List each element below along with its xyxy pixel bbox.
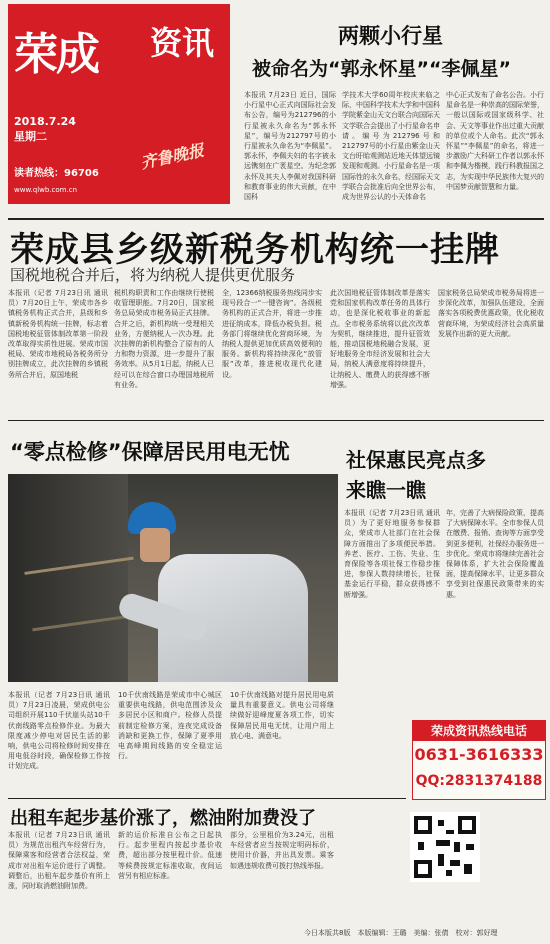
story4-col1: 本报讯（记者 7月23日讯 通讯员）为了更好地服务参保群众，荣成市人社部门在社会保障方面推出了多项便民举措。养老、医疗、工伤、失业、生育保险等各项社保工作稳步推进，参保人数持续增长，社保基金运行平稳，群众获得感不断增强。 [344, 509, 440, 599]
story5-headline: 出租车起步基价涨了，燃油附加费没了 [10, 808, 316, 829]
story1-col2: 学技术大学60周年校庆来临之际，中国科学技术大学和中国科学院紫金山天文台联合向国际天文学联合会提出了小行星命名申请。编号为212796号和212797号的小行星由紫金山天文台盱眙观测站近地天体望远镜发现和观测。小行星命名是一项国际性的永久命名，经国际天文学联合会批准后向全世界公布，成为世界公认的小天体命名 [342, 91, 440, 202]
story3-col2: 10千伏南线路是荣成市中心城区重要供电线路，供电范围涉及众多居民小区和商户。检修人员提前制定检修方案，连夜完成设备消缺和更换工作，保障了夏季用电高峰期间线路的安全稳定运行。 [118, 691, 222, 761]
story1-col3: 中心正式发布了命名公告。小行星命名是一种崇高的国际荣誉，一般以国际或国家级科学、社会、天文等事业作出过重大贡献的单位或个人命名。此次“郭永怀星”“李佩星”的命名，将进一步激励广大科研工作者以郭永怀和李佩为楷模，践行科教报国之志，为实现中华民族伟大复兴的中国梦贡献智慧和力量。 [446, 91, 544, 191]
story2-headline: 荣成县乡级新税务机构统一挂牌 [10, 230, 500, 270]
story4-headline-b: 来瞧一瞧 [346, 478, 426, 502]
masthead [8, 4, 230, 204]
story5-col1: 本报讯（记者 7月23日讯 通讯员）为规范出租汽车经营行为，保障乘客和经营者合法权益，荣成市对出租车运价进行了调整。调整后，出租车起步基价有所上涨，同时取消燃油附加费。 [8, 831, 110, 891]
story2-col5: 国家税务总局荣成市税务局将进一步深化改革，加强队伍建设，全面落实各项税费优惠政策，优化税收营商环境，为荣成经济社会高质量发展作出新的更大贡献。 [438, 289, 544, 338]
masthead-web: www.qlwb.com.cn [14, 186, 77, 194]
story3-headline: “零点检修”保障居民用电无忧 [10, 440, 290, 464]
story5-col2: 新的运价标准自公布之日起执行。起步里程内按起步基价收费，超出部分按里程计价。低速等候费按规定标准收取，夜间运营另有相应标准。 [118, 831, 222, 880]
hotline-title: 荣成资讯热线电话 [413, 721, 545, 741]
story2-col3: 全，12366纳税服务热线同步实现号段合一“一键咨询”。各级税务机构的正式合并，将进一步推进征纳成本，降低办税负担。税务部门将继续优化营商环境，为纳税人提供更加优质高效便利的服务。新机构将持续深化“放管服”改革，推进税收现代化建设。 [222, 289, 322, 379]
story3-photo [8, 474, 338, 682]
section-rule-2 [8, 420, 544, 421]
story2-col4: 此次国地税征管体制改革是落实党和国家机构改革任务的具体行动，也是深化税收事业的新起点。全市税务系统将以此次改革为契机，继续推进，提升征管效能，推动国税地税融合发展，更好地服务全市经济发展和社会大局，纳税人满意度将持续提升，让纳税人、缴费人的获得感不断增强。 [330, 289, 430, 389]
story2-subhead: 国税地税合并后，将为纳税人提供更优服务 [10, 266, 296, 284]
story1-col1: 本报讯 7月23日 近日，国际小行星中心正式向国际社会发布公告，编号为212796的小行星被永久命名为“郭永怀星”，编号为212797号的小行星被永久命名为“李佩星”。郭永怀，李佩夫妇的名字被永远镌刻在广袤星空。为纪念郭永怀及其夫人李佩对我国科研和教育事业的伟大贡献，在中国科 [244, 91, 336, 202]
qr-code [410, 812, 480, 882]
issue-weekday: 星期二 [14, 130, 47, 143]
story4-headline-a: 社保惠民亮点多 [346, 448, 486, 472]
footer-line: 今日本版共8版 本版编辑：王璐 美编：张倩 校对：郭好理 [304, 929, 498, 937]
issue-date: 2018.7.24 [14, 115, 76, 128]
story1-headline-a: 两颗小行星 [338, 24, 443, 48]
story2-col1: 本报讯（记者 7月23日讯 通讯员）7月20日上午，荣成市各乡镇税务机构正式合并，县级和乡镇新税务机构统一挂牌，标志着国税地税征管体制改革第一阶段改革取得实质性进展。荣成市国税局、荣成市地税局各税务所分别挂牌成立，此次挂牌的乡镇税务所合并后，原国地税 [8, 289, 108, 379]
reader-hotline: 读者热线：96706 [14, 168, 99, 179]
story1-headline-b: 被命名为“郭永怀星”“李佩星” [252, 58, 511, 80]
masthead-date [14, 114, 76, 144]
story3-col1: 本报讯（记者 7月23日讯 通讯员）7月23日凌晨，荣成供电公司组织开展110千伏崖头站10千伏南线路零点检修作业。为最大限度减少停电对居民生活的影响，供电公司将检修时间安排在用电低谷时段，确保检修工作按计划完成。 [8, 691, 110, 771]
story4-col2: 年，完善了大病保险政策，提高了大病保障水平。全市参保人员在缴费、报销、查询等方面享受到更多便利，社保经办服务进一步优化。荣成市将继续完善社会保障体系，扩大社会保险覆盖面，提高保障水平，让更多群众享受到社保惠民政策带来的实惠。 [446, 509, 544, 599]
hotline-phone: 0631-3616333 [414, 745, 544, 764]
story5-col3: 部分，公里租价为3.24元，出租车经营者应当按规定明码标价，使用计价器，并出具发票。乘客如遇违规收费可拨打热线举报。 [230, 831, 334, 870]
newspaper-brand: 齐鲁晚报 [138, 140, 206, 173]
story2-col2: 税机构职责和工作由继续行使税收管理职能。7月20日，国家税务总局荣成市税务局正式挂牌。合并之后，新机构统一受理相关业务，方便纳税人一次办理。此次挂牌的新机构整合了原有的人力和物力资源，进一步提升了服务效率。从5月1日起，纳税人已经可以在综合窗口办理国地税所有业务。 [114, 289, 214, 389]
section-rule [8, 218, 544, 220]
section-rule-3 [8, 798, 406, 799]
worker-face [140, 528, 170, 562]
masthead-title: 荣成 [14, 29, 98, 80]
hotline-qq: QQ:2831374188 [415, 773, 543, 789]
hotline-box [412, 720, 546, 800]
masthead-subtitle: 资讯 [150, 24, 215, 62]
story3-col3: 10千伏南线路对提升居民用电质量具有重要意义。供电公司将继续做好迎峰度夏各项工作，切实保障居民用电无忧，让用户用上放心电、满意电。 [230, 691, 334, 740]
